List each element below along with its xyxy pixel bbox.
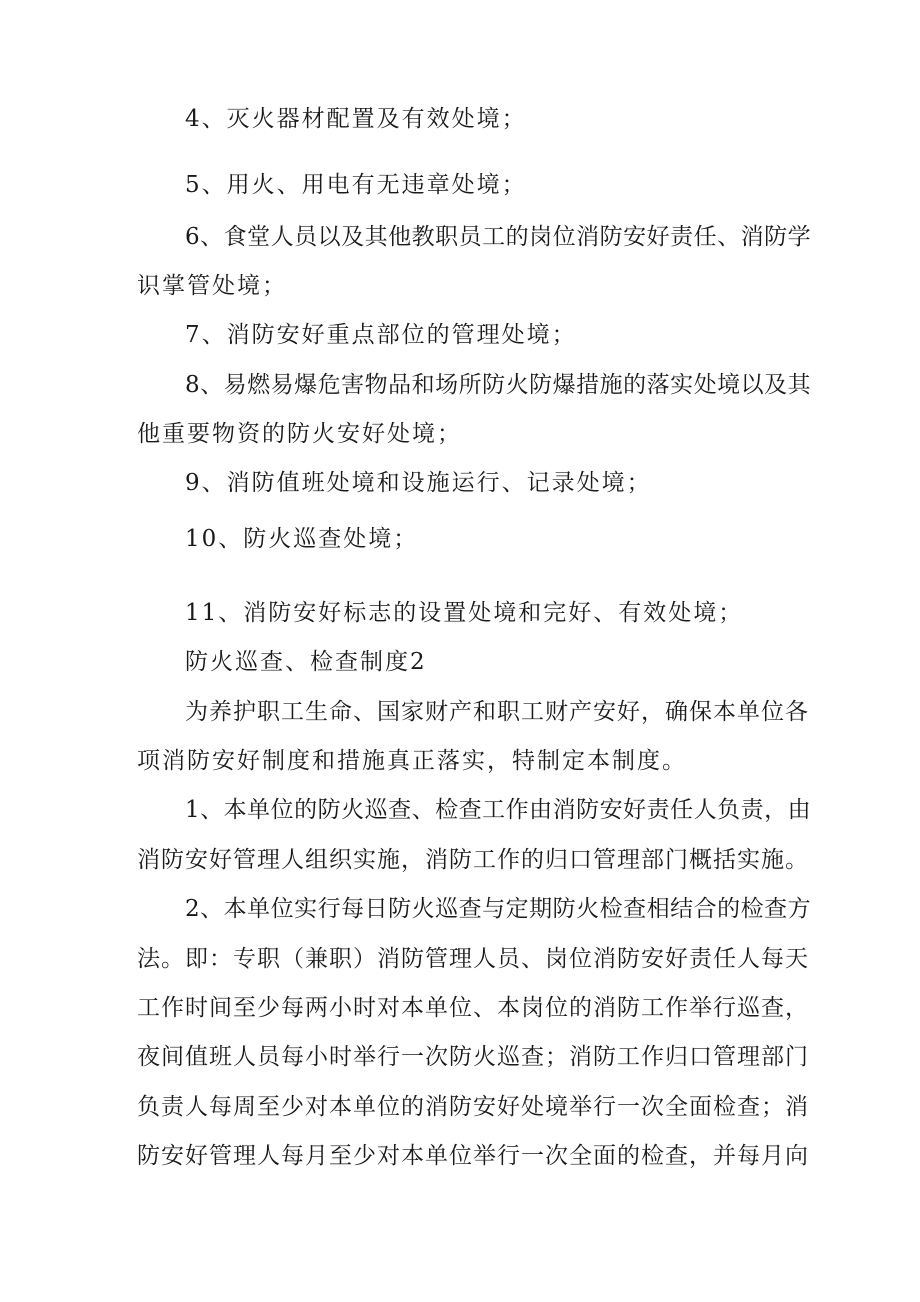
item-9-line: 9、消防值班处境和设施运行、记录处境； [185, 470, 652, 496]
item-11-line: 11、消防安好标志的设置处境和完好、有效处境； [185, 600, 744, 626]
item-5-line: 5、用火、用电有无违章处境； [185, 172, 527, 198]
rule-1-line-2: 消防安好管理人组织实施，消防工作的归口管理部门概括实施。 [137, 847, 809, 873]
item-10-line: 10、防火巡查处境； [185, 526, 419, 552]
item-4-line: 4、灭火器材配置及有效处境； [185, 106, 527, 132]
section-title: 防火巡查、检查制度2 [185, 649, 427, 675]
rule-2-line-4: 夜间值班人员每小时举行一次防火巡查；消防工作归口管理部门 [137, 1044, 809, 1070]
rule-2-line-5: 负责人每周至少对本单位的消防安好处境举行一次全面检查；消 [137, 1094, 809, 1120]
item-6-line-2: 识掌管处境； [137, 273, 287, 299]
item-7-line: 7、消防安好重点部位的管理处境； [185, 322, 577, 348]
intro-line-2: 项消防安好制度和措施真正落实，特制定本制度。 [137, 748, 687, 774]
rule-2-line-2: 法。即：专职（兼职）消防管理人员、岗位消防安好责任人每天 [137, 946, 809, 972]
item-8-line-1: 8、易燃易爆危害物品和场所防火防爆措施的落实处境以及其 [185, 372, 812, 398]
rule-2-line-3: 工作时间至少每两小时对本单位、本岗位的消防工作举行巡查， [137, 995, 809, 1021]
rule-1-line-1: 1、本单位的防火巡查、检查工作由消防安好责任人负责，由 [185, 797, 812, 823]
rule-2-line-6: 防安好管理人每月至少对本单位举行一次全面的检查，并每月向 [137, 1143, 809, 1169]
item-8-line-2: 他重要物资的防火安好处境； [137, 421, 462, 447]
rule-2-line-1: 2、本单位实行每日防火巡查与定期防火检查相结合的检查方 [185, 896, 812, 922]
item-6-line-1: 6、食堂人员以及其他教职员工的岗位消防安好责任、消防学 [185, 224, 812, 250]
intro-line-1: 为养护职工生命、国家财产和职工财产安好，确保本单位各 [185, 699, 809, 725]
